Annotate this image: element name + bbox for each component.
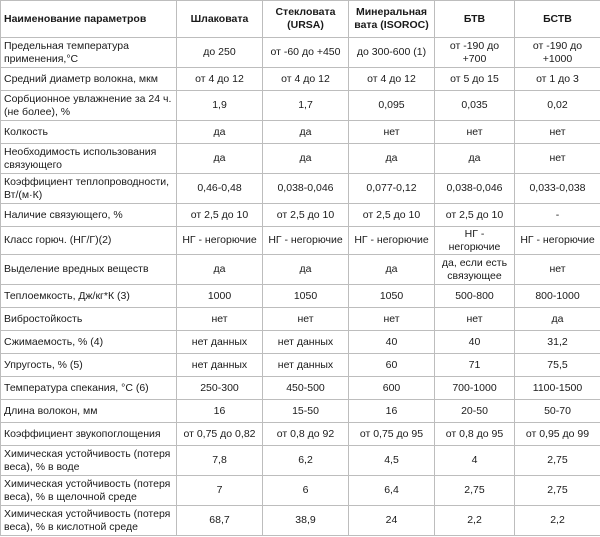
cell-value: 4,5	[349, 446, 435, 476]
cell-value: от -190 до +700	[435, 38, 515, 68]
cell-value: 50-70	[515, 400, 600, 423]
cell-value: от 4 до 12	[349, 68, 435, 91]
row-label: Колкость	[1, 121, 177, 144]
cell-value: 38,9	[263, 506, 349, 536]
cell-value: 1050	[263, 285, 349, 308]
cell-value: нет	[435, 308, 515, 331]
cell-value: 0,46-0,48	[177, 174, 263, 204]
cell-value: от -190 до +1000	[515, 38, 600, 68]
row-label: Химическая устойчивость (потеря веса), % в воде	[1, 446, 177, 476]
cell-value: 15-50	[263, 400, 349, 423]
cell-value: 6,4	[349, 476, 435, 506]
cell-value: 6,2	[263, 446, 349, 476]
cell-value: от 0,95 до 99	[515, 423, 600, 446]
cell-value: 2,75	[435, 476, 515, 506]
cell-value: да	[349, 255, 435, 285]
cell-value: нет	[515, 121, 600, 144]
cell-value: 1050	[349, 285, 435, 308]
cell-value: 500-800	[435, 285, 515, 308]
cell-value: нет	[349, 121, 435, 144]
cell-value: НГ - негорючие	[263, 227, 349, 255]
cell-value: 7	[177, 476, 263, 506]
cell-value: 1,9	[177, 91, 263, 121]
cell-value: от 4 до 12	[263, 68, 349, 91]
cell-value: 0,095	[349, 91, 435, 121]
header-bstv: БСТВ	[515, 1, 600, 38]
row-label: Выделение вредных веществ	[1, 255, 177, 285]
table-row	[1, 446, 600, 476]
cell-value: да	[515, 308, 600, 331]
row-label: Вибростойкость	[1, 308, 177, 331]
cell-value: нет данных	[177, 354, 263, 377]
cell-value: 40	[435, 331, 515, 354]
header-parameter: Наименование параметров	[1, 1, 177, 38]
cell-value: нет	[515, 144, 600, 174]
cell-value: от 0,8 до 92	[263, 423, 349, 446]
table-row	[1, 377, 600, 400]
table-row	[1, 227, 600, 255]
cell-value: 4	[435, 446, 515, 476]
table-row	[1, 144, 600, 174]
cell-value: 2,2	[435, 506, 515, 536]
row-label: Необходимость использования связующего	[1, 144, 177, 174]
header-mineral-wool: Минеральная вата (ISOROC)	[349, 1, 435, 38]
cell-value: нет данных	[263, 354, 349, 377]
table-header	[1, 1, 600, 38]
table-row	[1, 174, 600, 204]
cell-value: НГ - негорючие	[177, 227, 263, 255]
cell-value: да	[177, 144, 263, 174]
table-row	[1, 68, 600, 91]
table-row	[1, 423, 600, 446]
cell-value: нет	[263, 308, 349, 331]
table-row	[1, 204, 600, 227]
cell-value: -	[515, 204, 600, 227]
cell-value: от 0,75 до 95	[349, 423, 435, 446]
table-row	[1, 285, 600, 308]
cell-value: да	[177, 121, 263, 144]
cell-value: от 2,5 до 10	[435, 204, 515, 227]
cell-value: 2,75	[515, 476, 600, 506]
cell-value: от 2,5 до 10	[349, 204, 435, 227]
table-row	[1, 38, 600, 68]
cell-value: нет	[177, 308, 263, 331]
cell-value: 16	[349, 400, 435, 423]
row-label: Наличие связующего, %	[1, 204, 177, 227]
cell-value: 75,5	[515, 354, 600, 377]
table-row	[1, 331, 600, 354]
table-body	[1, 38, 600, 536]
cell-value: 1000	[177, 285, 263, 308]
cell-value: 68,7	[177, 506, 263, 536]
cell-value: 700-1000	[435, 377, 515, 400]
cell-value: 450-500	[263, 377, 349, 400]
table-row	[1, 308, 600, 331]
cell-value: от -60 до +450	[263, 38, 349, 68]
cell-value: нет	[435, 121, 515, 144]
header-glass-wool: Стекловата (URSA)	[263, 1, 349, 38]
cell-value: да	[177, 255, 263, 285]
table-row	[1, 91, 600, 121]
cell-value: от 2,5 до 10	[177, 204, 263, 227]
cell-value: да	[263, 255, 349, 285]
cell-value: 800-1000	[515, 285, 600, 308]
cell-value: от 0,75 до 0,82	[177, 423, 263, 446]
row-label: Сжимаемость, % (4)	[1, 331, 177, 354]
cell-value: НГ - негорючие	[515, 227, 600, 255]
cell-value: да	[263, 144, 349, 174]
cell-value: да, если есть связующее	[435, 255, 515, 285]
row-label: Сорбционное увлажнение за 24 ч. (не более), %	[1, 91, 177, 121]
table-row	[1, 121, 600, 144]
cell-value: нет	[349, 308, 435, 331]
header-row	[1, 1, 600, 38]
cell-value: НГ - негорючие	[435, 227, 515, 255]
cell-value: 600	[349, 377, 435, 400]
cell-value: нет данных	[177, 331, 263, 354]
row-label: Предельная температура применения,°С	[1, 38, 177, 68]
header-slag-wool: Шлаковата	[177, 1, 263, 38]
cell-value: нет данных	[263, 331, 349, 354]
cell-value: от 4 до 12	[177, 68, 263, 91]
cell-value: 250-300	[177, 377, 263, 400]
cell-value: до 250	[177, 38, 263, 68]
cell-value: от 1 до 3	[515, 68, 600, 91]
cell-value: да	[435, 144, 515, 174]
cell-value: 0,077-0,12	[349, 174, 435, 204]
row-label: Упругость, % (5)	[1, 354, 177, 377]
cell-value: 40	[349, 331, 435, 354]
cell-value: 0,038-0,046	[435, 174, 515, 204]
cell-value: 2,75	[515, 446, 600, 476]
row-label: Коэффициент звукопоглощения	[1, 423, 177, 446]
row-label: Теплоемкость, Дж/кг*К (3)	[1, 285, 177, 308]
cell-value: да	[349, 144, 435, 174]
cell-value: 24	[349, 506, 435, 536]
cell-value: 16	[177, 400, 263, 423]
header-btv: БТВ	[435, 1, 515, 38]
cell-value: 0,033-0,038	[515, 174, 600, 204]
row-label: Химическая устойчивость (потеря веса), % в щелочной среде	[1, 476, 177, 506]
table-row	[1, 476, 600, 506]
cell-value: нет	[515, 255, 600, 285]
row-label: Температура спекания, °С (6)	[1, 377, 177, 400]
cell-value: 0,038-0,046	[263, 174, 349, 204]
row-label: Класс горюч. (НГ/Г)(2)	[1, 227, 177, 255]
cell-value: 0,035	[435, 91, 515, 121]
cell-value: 71	[435, 354, 515, 377]
table-row	[1, 506, 600, 536]
row-label: Средний диаметр волокна, мкм	[1, 68, 177, 91]
row-label: Длина волокон, мм	[1, 400, 177, 423]
cell-value: 1,7	[263, 91, 349, 121]
table-row	[1, 400, 600, 423]
cell-value: до 300-600 (1)	[349, 38, 435, 68]
cell-value: НГ - негорючие	[349, 227, 435, 255]
table-row	[1, 255, 600, 285]
cell-value: 0,02	[515, 91, 600, 121]
table-row	[1, 354, 600, 377]
row-label: Коэффициент теплопроводности, Вт/(м·К)	[1, 174, 177, 204]
cell-value: 1100-1500	[515, 377, 600, 400]
cell-value: от 2,5 до 10	[263, 204, 349, 227]
cell-value: 60	[349, 354, 435, 377]
cell-value: 20-50	[435, 400, 515, 423]
cell-value: 31,2	[515, 331, 600, 354]
cell-value: от 5 до 15	[435, 68, 515, 91]
cell-value: 7,8	[177, 446, 263, 476]
cell-value: да	[263, 121, 349, 144]
row-label: Химическая устойчивость (потеря веса), % в кислотной среде	[1, 506, 177, 536]
cell-value: 2,2	[515, 506, 600, 536]
cell-value: 6	[263, 476, 349, 506]
cell-value: от 0,8 до 95	[435, 423, 515, 446]
